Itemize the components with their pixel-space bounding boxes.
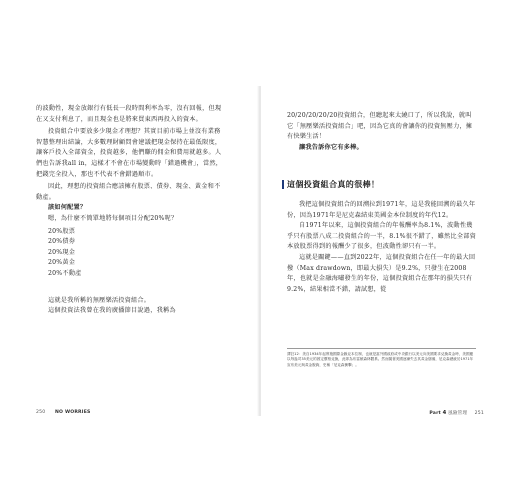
part-label: Part — [429, 411, 441, 416]
right-page-top — [287, 111, 476, 153]
section-title: 這個投資組合真的很棒！ — [287, 180, 380, 189]
footnote: 譯註12：美自1934年起實施國際金匯兌本位制，也就是當外國政府或中央銀行以美元向美國要求兌換黃金時，美國應以每盎司35美元的固定價格兌換，此即為布雷頓森林體系。然而隨著美國逐漸失去其黃金儲備，尼克森總統於1971年宣布美元與黃金脫鉤，史稱「尼克森衝擊」。 — [287, 352, 474, 367]
part-number: 4 — [442, 410, 447, 416]
right-page-number: 251 — [474, 411, 484, 416]
part-title: 風險管理 — [448, 411, 468, 416]
closing-line-2: 這個投資法我曾在我的廣播節目說過，我稱為 — [48, 307, 176, 315]
left-paragraph-3: 因此，理想的投資組合應該擁有股票、債券、現金、黃金和不動產。 — [36, 183, 221, 201]
allocation-item-gold: 20%黃金 — [48, 259, 76, 267]
right-top-paragraph: 20/20/20/20/20投資組合，但聽起來太繞口了，所以我說，就叫它「無壓樂活投資組合」吧，因為它真的會讓你的投資無壓力，擁有快樂生活！ — [287, 112, 473, 141]
footnote-divider — [287, 348, 476, 349]
right-top-bold-line: 讓我告訴你它有多棒。 — [299, 143, 363, 151]
book-name: NO WORRIES — [55, 410, 91, 415]
right-paragraph-2: 自1971年以來，這個投資組合的年報酬率為8.1%，波動性幾乎只有股票八成二投資組合的一半，8.1%很不錯了，雖然比全部資本放股票得到的報酬少了很多，但波動性卻只有一半。 — [287, 222, 476, 251]
left-paragraph-1: 的波動性，現金放銀行有低長一段時間利率為零，沒有回報，但現在又支付利息了，而且現金也是將來買東西再投入的資本。 — [36, 105, 222, 123]
question-heading: 該如何配置？ — [48, 204, 87, 212]
allocation-item-cash: 20%現金 — [48, 248, 76, 256]
question-text: 嗯，為什麼不簡單地將每個項目分配20%呢？ — [48, 214, 178, 222]
allocation-item-real-estate: 20%不動產 — [48, 269, 82, 277]
allocation-item-bonds: 20%債券 — [48, 238, 76, 246]
allocation-list — [36, 227, 226, 280]
left-paragraph-2: 投資組合中要放多少現金才理想？其實目前市場上並沒有業務智慧整理出結論，大多數理財顧問會建議把現金保持在最低限度，讓客戶投入全部資金，投資越多，他們賺的佣金和費用就越多。人們也告訴我all in，這樣才不會在市場變動時「錯過機會」，當然，把錢完全投入，那也不代表不會錯過順市。 — [36, 128, 223, 178]
right-paragraph-3: 這就是關鍵——直到2022年，這個投資組合在任一年的最大回撥（Max drawdown，即最大損失）是9.2%，只發生在2008年，也就是金融海嘯發生的年份，這個投資組合在那年的損失只有9.2%，結果相當不錯，請試想，從 — [287, 253, 476, 293]
closing-line-1: 這就是我所稱的無壓樂活投資組合。 — [48, 296, 151, 304]
left-page-body — [36, 104, 226, 317]
right-paragraph-1: 我把這個投資組合的回溯拉到1971年，這是我能回溯的最久年份，因為1971年是尼克森結束美國金本位制度的年代12。 — [287, 201, 476, 219]
right-page-footer — [429, 410, 484, 416]
right-page-body — [287, 200, 476, 295]
section-title-accent — [282, 180, 284, 189]
left-page-number: 250 — [36, 410, 46, 415]
left-page — [0, 0, 259, 500]
allocation-item-stocks: 20%股票 — [48, 227, 76, 235]
